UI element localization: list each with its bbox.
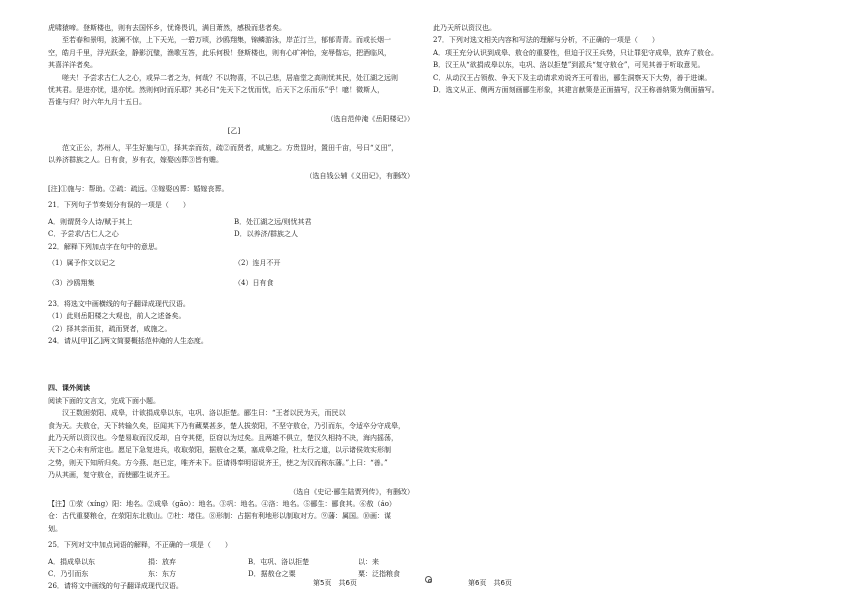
question-21: 21．下列句子节奏划分有误的一项是（ ） (48, 201, 190, 210)
q25-options-row (48, 568, 420, 580)
text-line: 乃从其画，复守敖仓，而使郦生说齐王。 (48, 471, 174, 480)
right-column (433, 22, 805, 96)
q21-options-row (48, 228, 420, 240)
section-heading: 四、课外阅读 (48, 384, 90, 393)
option-d-gloss: 粟：泛指粮食 (358, 570, 400, 579)
binding-hole-icon (425, 576, 432, 583)
page-number-right: 第6页 共6页 (468, 579, 512, 587)
q22-item: （1）属予作文以记之 (48, 258, 116, 267)
option-c-gloss: 东：东方 (148, 570, 176, 579)
source-citation-c: （选自《史记·郦生陆贾列传》，有删改） (289, 487, 414, 496)
notes-b: [注]①施与：帮助。②疏：疏远。③嫁娶凶葬：婚嫁丧葬。 (48, 184, 229, 193)
option-b: B．屯巩、洛以拒楚 (248, 557, 310, 566)
text-line: 忧其君。是进亦忧，退亦忧。然则何时而乐耶？其必曰“先天下之忧而忧，后天下之乐而乐”乎！噫！微斯人， (48, 86, 385, 95)
text-line: 虎啸猿啼。登斯楼也，则有去国怀乡，忧谗畏讥，满目萧然，感极而悲者矣。 (48, 24, 286, 32)
passage-a-continued (48, 22, 420, 109)
option-a: A．项王充分认识到成皋、敖仓的重要性，但迫于汉王兵势，只让罪犯守成皋，放弃了敖仓。 (433, 48, 719, 57)
question-22: 22．解释下列加点字在句中的意思。 (48, 242, 162, 251)
option-a: A．捐成皋以东 (48, 557, 96, 566)
q23-item: （2）择其亲而贫，疏而贤者，咸施之。 (48, 324, 172, 333)
question-27: 27．下列对选文相关内容和写法的理解与分析，不正确的一项是（ ） (433, 36, 659, 45)
option-c: C．从动汉王占领敖、争天下及主动请求劝说齐王可看出，郦生洞察天下大势，善于进谏。 (433, 73, 712, 82)
notes-c-line: 仓：古代重要粮仓，在荥阳东北敖山。⑦杜：堵住。⑧形制：占据有利地形以制取对方。⑨藩：属国。⑩画：谋 (48, 512, 391, 521)
notes-c-line: 划。 (48, 524, 62, 533)
question-24: 24．请从[甲][乙]两文简要概括范仲淹的人生态度。 (48, 336, 208, 345)
text-line: 嗟夫！予尝求古仁人之心，或异二者之为，何哉？不以物喜，不以己悲，居庙堂之高则忧其民，处江湖之远则 (62, 73, 398, 82)
left-column (48, 22, 420, 593)
question-26: 26．请将文中画线的句子翻译成现代汉语。 (48, 582, 183, 591)
notes-c-line: 【注】①荥（xíng）阳：地名。②成皋（gāo）：地名。③巩：地名。④洛：地名。⑤郦生：郦食其。⑥敖（áo） (48, 500, 396, 508)
option-d: D．据敖仓之粟 (248, 570, 296, 579)
option-b-gloss: 以：来 (358, 557, 379, 566)
q22-item: （2）连月不开 (234, 258, 281, 267)
text-line: 范文正公，苏州人，平生好施与①，择其亲而贫，疏②而贤者，咸施之。方贵显时，置田千亩，号曰“义田”， (62, 143, 399, 152)
text-line: 至若春和景明，波澜不惊，上下天光，一碧万顷，沙鸥翔集，锦鳞游泳，岸芷汀兰，郁郁青青。而或长烟一 (62, 36, 391, 45)
section-intro: 阅读下面的文言文，完成下面小题。 (48, 396, 160, 405)
passage-b-title: [乙] (227, 127, 241, 136)
option-a-gloss: 捐：放弃 (148, 557, 176, 566)
text-line: 此乃天所以资汉也。今楚易取而汉反却，自夺其便，臣窃以为过矣。且两雄不俱立，楚汉久相持不决，海内摇荡， (48, 433, 398, 442)
option-c: C．乃引而东 (48, 570, 89, 579)
source-citation-b: （选自钱公辅《义田记》，有删改） (305, 172, 414, 181)
text-line: 天下之心未有所定也。愿足下急复进兵，收取荥阳，据敖仓之粟，塞成皋之险，杜太行之道，以示诸侯效实形制 (48, 446, 391, 455)
question-23: 23．将选文中画横线的句子翻译成现代汉语。 (48, 299, 190, 308)
option-b: B．汉王从“欲捐成皋以东，屯巩、洛以拒楚”到派兵“复守敖仓”，可见其善于听取意见。 (433, 61, 705, 70)
q22-item: （3）沙鸥翔集 (48, 279, 95, 288)
text-line: 空，皓月千里，浮光跃金，静影沉璧，渔歌互答，此乐何极！登斯楼也，则有心旷神怡，宠辱偕忘，把酒临风， (48, 48, 391, 57)
option-a: A．则谓贤今人诗/赋于其上 (48, 217, 133, 226)
q22-item: （4）日有食 (234, 279, 274, 288)
text-line: 此乃天所以资汉也。 (433, 24, 496, 32)
text-line: 其喜洋洋者矣。 (48, 61, 97, 70)
option-b: B．处江湖之远/则忧其君 (234, 217, 312, 226)
text-line: 以养济群族之人。日有食，岁有衣，嫁娶凶葬③皆有赡。 (48, 156, 223, 165)
text-line: 之势，则天下知所归矣。方今燕、赵已定，唯齐未下。臣请得奉明诏说齐王，使之为汉而称东藩。”上曰：“善。” (48, 458, 388, 467)
text-line: 食为天。夫敖仓，天下转输久矣，臣闻其下乃有藏粟甚多，楚人拔荥阳，不坚守敖仓，乃引而东，令适卒分守成皋， (48, 421, 405, 430)
source-citation-a: （选自范仲淹《岳阳楼记》） (326, 114, 414, 123)
option-d: D．选文从正、侧两方面刻画郦生形象，其建言献策是正面描写，汉王称善纳策为侧面描写。 (433, 86, 719, 95)
q23-item: （1）此则岳阳楼之大观也，前人之述备矣。 (48, 312, 186, 321)
q22-items-row (48, 277, 420, 289)
question-25: 25．下列对文中加点词语的解释，不正确的一项是（ ） (48, 541, 232, 550)
option-c: C．予尝求/古仁人之心 (48, 230, 119, 239)
q22-items-row (48, 257, 420, 269)
text-line: 汉王数困荥阳、成皋，计欲捐成皋以东，屯巩、洛以拒楚。郦生曰：“王者以民为天，而民以 (62, 409, 346, 418)
option-d: D．以养济/群族之人 (234, 230, 298, 239)
q25-options-row (48, 556, 420, 568)
q21-options-row (48, 216, 420, 228)
text-line: 吾谁与归？时六年九月十五日。 (48, 98, 146, 107)
page-number-left: 第5页 共6页 (313, 579, 357, 587)
